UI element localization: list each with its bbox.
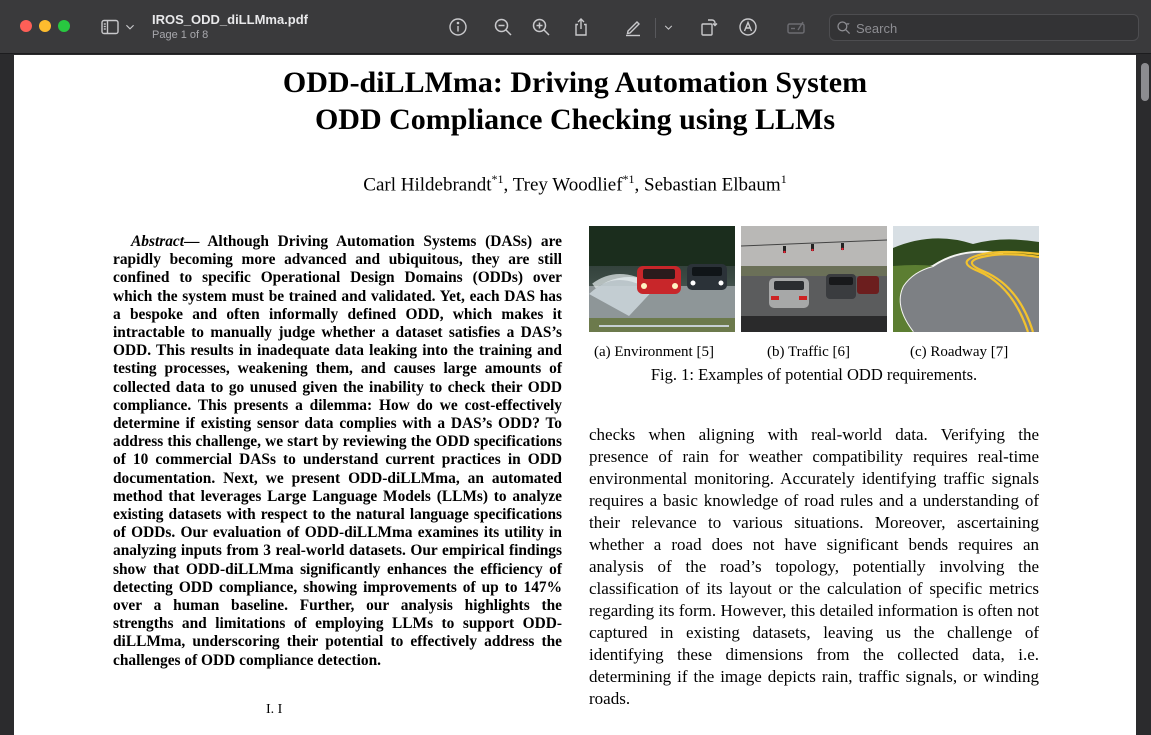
share-button[interactable]	[569, 15, 593, 39]
figure-roadway-image	[893, 226, 1039, 332]
chevron-down-icon	[663, 22, 674, 33]
rotate-button[interactable]	[696, 15, 720, 39]
author-affiliation: *1	[491, 172, 504, 186]
author-affiliation: *1	[622, 172, 635, 186]
abstract-label: Abstract	[131, 233, 185, 250]
paper-title-line-2: ODD Compliance Checking using LLMs	[314, 103, 836, 136]
maximize-window-button[interactable]	[58, 20, 70, 32]
toolbar	[0, 0, 1151, 54]
page-indicator: Page 1 of 8	[152, 29, 209, 41]
sidebar-menu-button[interactable]	[122, 15, 138, 39]
toolbar-divider	[655, 18, 656, 38]
form-fill-button[interactable]	[784, 15, 808, 39]
close-window-button[interactable]	[20, 20, 32, 32]
rotate-icon	[698, 17, 718, 37]
zoom-out-button[interactable]	[491, 15, 515, 39]
share-icon	[571, 17, 591, 37]
subfigure-caption-c: (c) Roadway [7]	[910, 344, 1009, 360]
figure-traffic-image	[741, 226, 887, 332]
vertical-scrollbar[interactable]	[1137, 55, 1151, 712]
info-button[interactable]	[446, 15, 470, 39]
search-input[interactable]	[854, 18, 1128, 39]
pdf-page	[14, 55, 1136, 735]
markup-button[interactable]	[621, 15, 645, 39]
markup-pen-icon	[623, 17, 643, 37]
author-name: Sebastian Elbaum	[644, 174, 781, 196]
document-title: IROS_ODD_diLLMma.pdf	[152, 12, 309, 27]
author-affiliation: 1	[780, 172, 787, 186]
body-paragraph: checks when aligning with real-world data. Verifying the presence of rain for weather compatibility requires real-time environmental monitoring. Accurately identifying traffic signals requires a basic knowledge of road rules and a understanding of their relevance to various situations. Moreover, ascertaining whether a road does not have significant bends requires an analysis of the road’s topology, potentially involving the classification of its layout or the calculation of specific metrics regarding its form. However, this detailed information is often not captured in existing datasets, leaving us the challenge of identifying these dimensions from the collected data, i.e. determining if the image depicts rain, traffic signals, or winding roads.	[589, 425, 1039, 708]
search-field[interactable]	[829, 14, 1139, 41]
scrollbar-thumb[interactable]	[1141, 63, 1149, 101]
annotate-button[interactable]	[736, 15, 760, 39]
form-icon	[786, 17, 806, 37]
section-heading-partial: I. I	[266, 702, 283, 717]
sidebar-toggle-button[interactable]	[98, 15, 122, 39]
figure-caption: Fig. 1: Examples of potential ODD requirements.	[650, 365, 978, 384]
paper-title-line-1: ODD-diLLMma: Driving Automation System	[282, 66, 868, 99]
zoom-in-icon	[531, 17, 551, 37]
annotate-icon	[738, 17, 758, 37]
search-icon	[836, 20, 852, 36]
abstract-paragraph: Abstract— Although Driving Automation Systems (DASs) are rapidly becoming more advanced and ubiquitous, they are still confined to specific Operational Design Domains (ODDs) over which the system must be trained and validated. Yet, each DAS has a bespoke and often informally defined ODD, which makes it intractable to manually judge whether a dataset satisfies a DAS’s ODD. This results in inadequate data leaking into the training and testing processes, weakening them, and causes large amounts of collected data to go unused given the inability to check their ODD compliance. This presents a dilemma: How do we cost-effectively determine if existing sensor data complies with a DAS’s ODD? To address this challenge, we start by reviewing the ODD specifications of 10 commercial DASs to understand current practices in ODD documentation. Next, we present ODD-diLLMma, an automated method that leverages Large Language Models (LLMs) to analyze existing datasets with respect to the natural language specifications of ODDs. Our evaluation of ODD-diLLMma examines its utility in analyzing inputs from 3 real-world datasets. Our empirical findings show that ODD-diLLMma significantly enhances the efficiency of detecting ODD compliance, showing improvements of up to 147% over a human baseline. Further, our analysis highlights the strengths and limitations of employing LLMs to support ODD-diLLMma, underscoring their potential to effectively address the challenges of ODD compliance detection.	[113, 233, 562, 669]
paper-authors: Carl Hildebrandt$^{*1}$, Trey Woodlief$^{*1}$, Sebastian Elbaum$^1$	[363, 172, 787, 196]
abstract-text: Although Driving Automation Systems (DASs) are rapidly becoming more advanced and ubiquitous, they are still confined to specific Operational Design Domains (ODDs) over which the system must be trained and validated. Yet, each DAS has a bespoke and often informally defined ODD, which makes it intractable to manually judge whether a dataset satisfies a DAS’s ODD. This results in inadequate data leaking into the training and testing processes, weakening them, and causes large amounts of collected data to go unused given the inability to check their ODD compliance. This presents a dilemma: How do we cost-effectively determine if existing sensor data complies with a DAS’s ODD? To address this challenge, we start by reviewing the ODD specifications of 10 commercial DASs to understand current practices in ODD documentation. Next, we present ODD-diLLMma, an automated method that leverages Large Language Models (LLMs) to analyze existing datasets with respect to the natural language specifications of ODDs. Our evaluation of ODD-diLLMma examines its utility in analyzing inputs from 3 real-world datasets. Our empirical findings show that ODD-diLLMma significantly enhances the efficiency of detecting ODD compliance, showing improvements of up to 147% over a human baseline. Further, our analysis highlights the strengths and limitations of employing LLMs to support ODD-diLLMma, underscoring their potential to effectively address the challenges of ODD compliance detection.	[113, 233, 562, 669]
zoom-out-icon	[493, 17, 513, 37]
minimize-window-button[interactable]	[39, 20, 51, 32]
chevron-down-icon	[124, 21, 136, 33]
author-name: Trey Woodlief	[512, 174, 623, 196]
sidebar-icon	[100, 17, 120, 37]
info-icon	[448, 17, 468, 37]
subfigure-caption-a: (a) Environment [5]	[594, 344, 714, 360]
zoom-in-button[interactable]	[529, 15, 553, 39]
markup-menu-button[interactable]	[661, 15, 675, 39]
figure-environment-image	[589, 226, 735, 332]
subfigure-caption-b: (b) Traffic [6]	[767, 344, 851, 360]
author-name: Carl Hildebrandt	[363, 174, 492, 196]
